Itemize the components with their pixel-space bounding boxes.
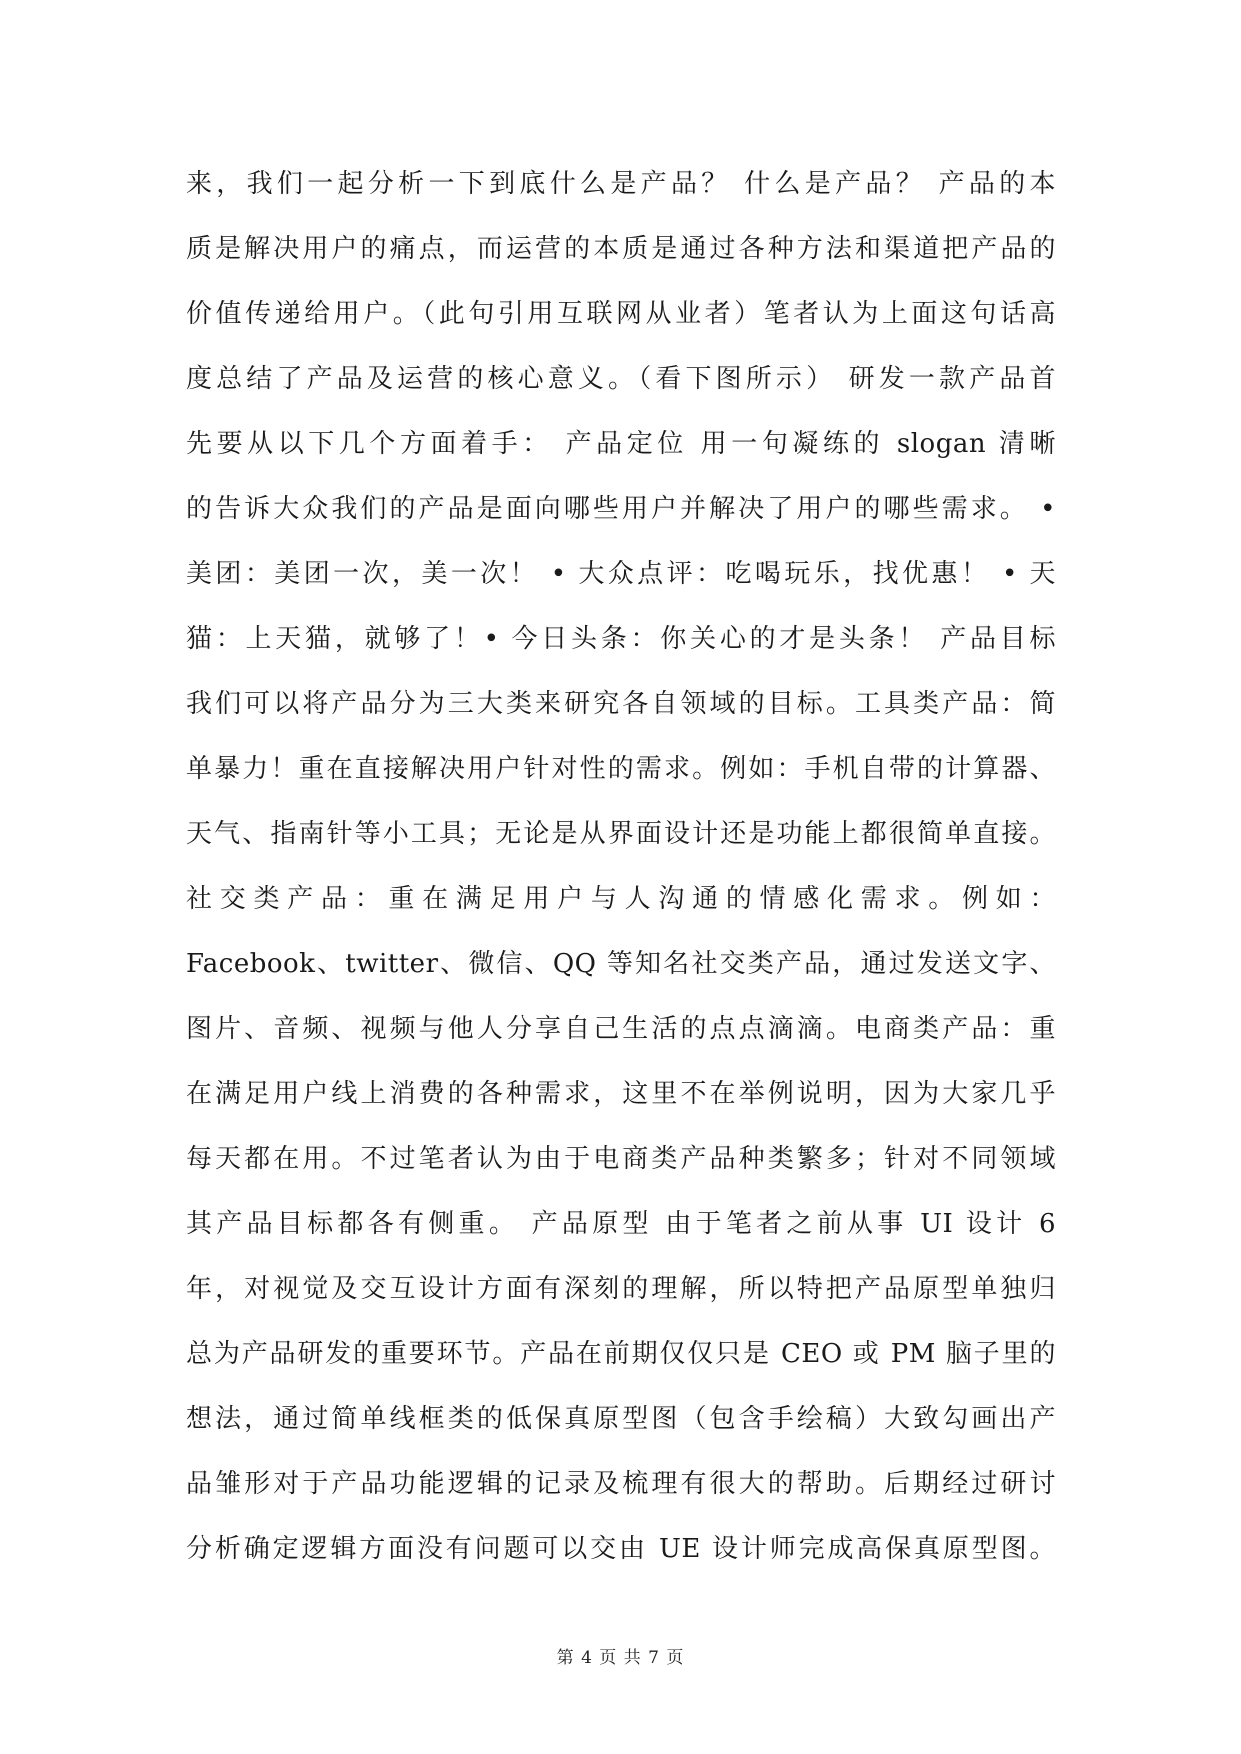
text-line: 的告诉大众我们的产品是面向哪些用户并解决了用户的哪些需求。 •	[186, 494, 1056, 524]
text-line: 猫：上天猫，就够了！• 今日头条：你关心的才是头条！ 产品目标	[186, 624, 1056, 654]
text-line: 美团：美团一次，美一次！ • 大众点评：吃喝玩乐，找优惠！ • 天	[186, 559, 1056, 589]
text-line: 我们可以将产品分为三大类来研究各自领域的目标。工具类产品：简	[186, 689, 1056, 719]
text-line: 先要从以下几个方面着手： 产品定位 用一句凝练的 slogan 清晰	[186, 429, 1056, 459]
text-line: 质是解决用户的痛点，而运营的本质是通过各种方法和渠道把产品的	[186, 234, 1056, 264]
text-line: 单暴力！重在直接解决用户针对性的需求。例如：手机自带的计算器、	[186, 754, 1056, 784]
text-line: 价值传递给用户。（此句引用互联网从业者）笔者认为上面这句话高	[186, 299, 1056, 329]
text-line: 年，对视觉及交互设计方面有深刻的理解，所以特把产品原型单独归	[186, 1274, 1056, 1304]
text-line: 品雏形对于产品功能逻辑的记录及梳理有很大的帮助。后期经过研讨	[186, 1469, 1056, 1499]
text-line: 度总结了产品及运营的核心意义。（看下图所示） 研发一款产品首	[186, 364, 1056, 394]
text-line: 来，我们一起分析一下到底什么是产品？ 什么是产品？ 产品的本	[186, 169, 1056, 199]
text-line: 在满足用户线上消费的各种需求，这里不在举例说明，因为大家几乎	[186, 1079, 1056, 1109]
text-line: 图片、音频、视频与他人分享自己生活的点点滴滴。电商类产品：重	[186, 1014, 1056, 1044]
text-line: 社交类产品：重在满足用户与人沟通的情感化需求。例如：	[186, 884, 1056, 914]
text-line: 想法，通过简单线框类的低保真原型图（包含手绘稿）大致勾画出产	[186, 1404, 1056, 1434]
page-number-footer: 第 4 页 共 7 页	[556, 1648, 685, 1668]
text-line: 天气、指南针等小工具；无论是从界面设计还是功能上都很简单直接。	[186, 819, 1056, 849]
body-text	[186, 152, 1056, 1582]
text-line: Facebook、twitter、微信、QQ 等知名社交类产品，通过发送文字、	[186, 949, 1056, 979]
text-line: 其产品目标都各有侧重。 产品原型 由于笔者之前从事 UI 设计 6	[186, 1209, 1056, 1239]
text-line: 分析确定逻辑方面没有问题可以交由 UE 设计师完成高保真原型图。	[186, 1534, 1056, 1564]
text-line: 每天都在用。不过笔者认为由于电商类产品种类繁多；针对不同领域	[186, 1144, 1056, 1174]
text-line: 总为产品研发的重要环节。产品在前期仅仅只是 CEO 或 PM 脑子里的	[186, 1339, 1056, 1369]
